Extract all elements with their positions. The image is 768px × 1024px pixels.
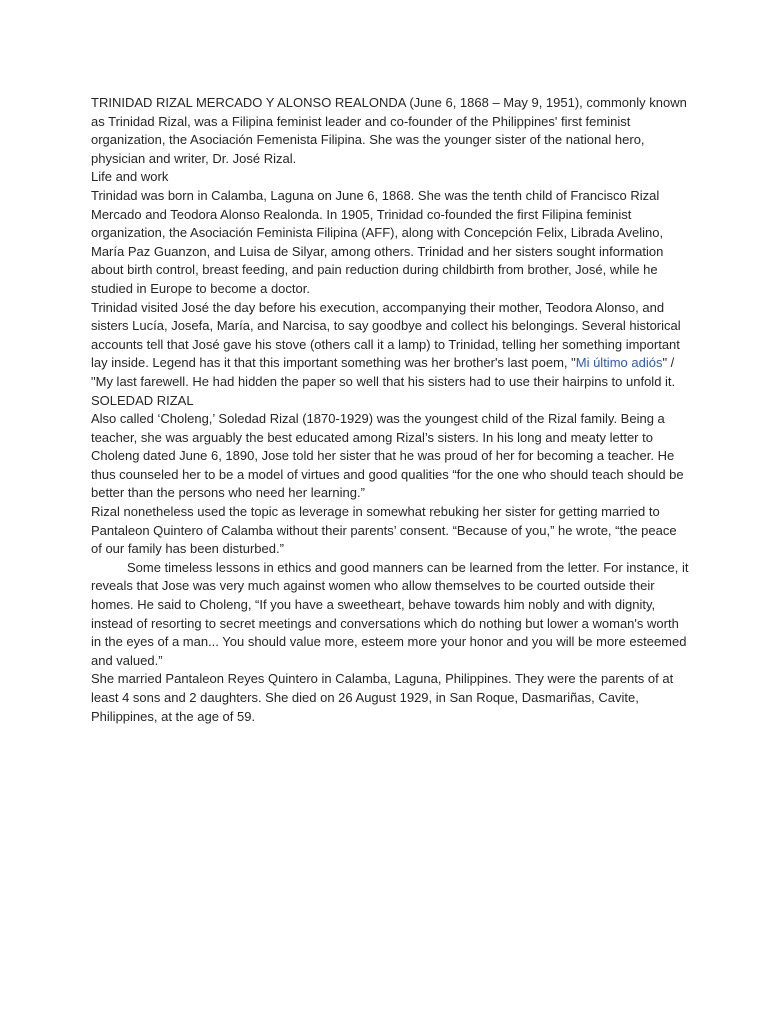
visit-paragraph bbox=[91, 299, 691, 392]
lessons-paragraph: Some timeless lessons in ethics and good manners can be learned from the letter. For instance, it reveals that Jose was very much against women who allow themselves to be courted outside their homes. He said to Choleng, “If you have a sweetheart, behave towards him nobly and with dignity, instead of resorting to secret meetings and conversations which do nothing but lower a woman's worth in the eyes of a man... You should value more, esteem more your honor and you will be more esteemed and valued.” bbox=[91, 559, 689, 668]
visit-text-after-link: " / "My last farewell. He had hidden the paper so well that his sisters had to use their hairpins to unfold it. bbox=[91, 355, 676, 389]
life-paragraph: Trinidad was born in Calamba, Laguna on June 6, 1868. She was the tenth child of Francisco Rizal Mercado and Teodora Alonso Realonda. In 1905, Trinidad co-founded the first Filipina feminist organization, the Asociación Feminista Filipina (AFF), along with Concepción Felix, Librada Avelino, María Paz Guanzon, and Luisa de Silyar, among others. Trinidad and her sisters sought information about birth control, breast feeding, and pain reduction during childbirth from brother, José, while he studied in Europe to become a doctor. bbox=[91, 187, 664, 296]
visit-text-before-link: Trinidad visited José the day before his execution, accompanying their mother, Teodora Alonso, and sisters Lucía, Josefa, María, and Narcisa, to say goodbye and collect his belongings. Several historical accounts tell that José gave his stove (others call it a lamp) to Trinidad, telling her something important lay inside. Legend has it that this important something was her brother's last poem, " bbox=[91, 299, 681, 371]
rebuke-paragraph: Rizal nonetheless used the topic as leverage in somewhat rebuking her sister for getting married to Pantaleon Quintero of Calamba without their parents’ consent. “Because of you,” he wrote, “the peace of our family has been disturbed.” bbox=[91, 504, 677, 557]
mi-ultimo-adios-link[interactable]: Mi último adiós bbox=[575, 355, 663, 371]
life-and-work-heading: Life and work bbox=[91, 169, 169, 185]
intro-paragraph: TRINIDAD RIZAL MERCADO Y ALONSO REALONDA (June 6, 1868 – May 9, 1951), commonly known as Trinidad Rizal, was a Filipina feminist leader and co-founder of the Philippines' first feminist organization, the Asociación Femenista Filipina. She was the younger sister of the national hero, physician and writer, Dr. José Rizal. bbox=[91, 95, 687, 166]
document-page bbox=[91, 94, 691, 726]
married-paragraph: She married Pantaleon Reyes Quintero in Calamba, Laguna, Philippines. They were the parents of at least 4 sons and 2 daughters. She died on 26 August 1929, in San Roque, Dasmariñas, Cavite, Philippines, at the age of 59. bbox=[91, 671, 674, 724]
choleng-paragraph: Also called ‘Choleng,’ Soledad Rizal (1870-1929) was the youngest child of the Rizal family. Being a teacher, she was arguably the best educated among Rizal’s sisters. In his long and meaty letter to Choleng dated June 6, 1890, Jose told her sister that he was proud of her for becoming a teacher. He thus counseled her to be a model of virtues and good qualities “for the one who should teach should be better than the persons who need her learning.” bbox=[91, 411, 684, 501]
soledad-rizal-heading: SOLEDAD RIZAL bbox=[91, 392, 194, 408]
